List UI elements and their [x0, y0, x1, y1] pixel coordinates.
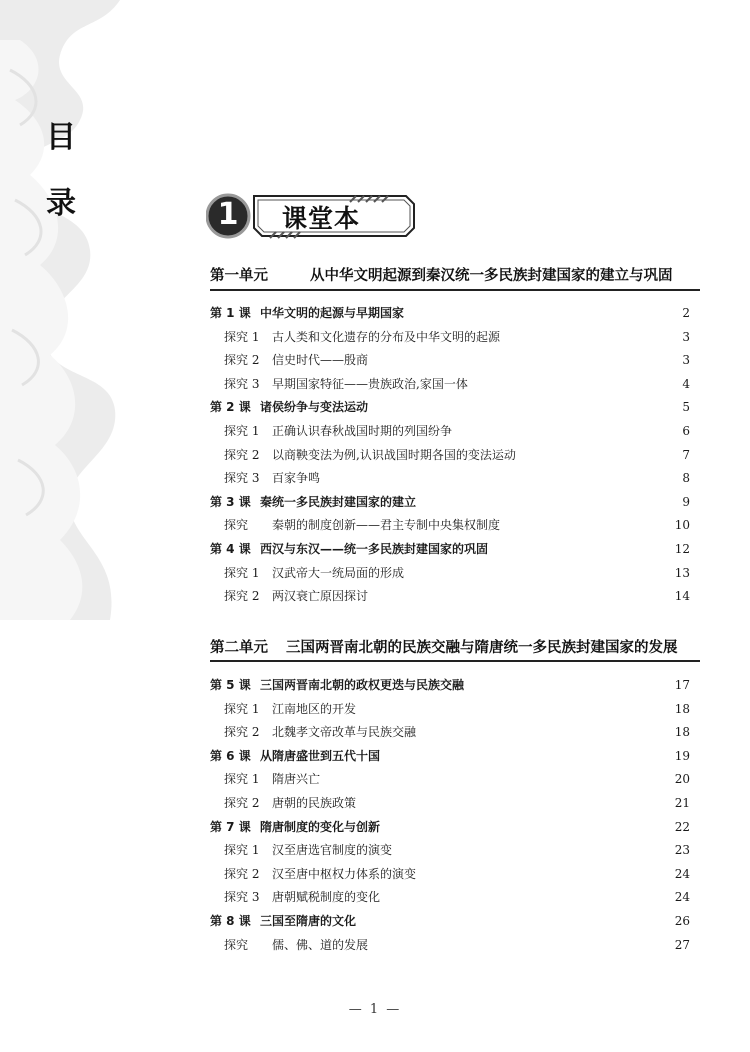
- sub-label: 探究 1: [224, 772, 260, 787]
- page-number: 10: [674, 518, 690, 533]
- toc-sub-entry[interactable]: [210, 698, 690, 722]
- page-number: 20: [674, 772, 690, 787]
- lesson-title: 从隋唐盛世到五代十国: [260, 748, 381, 763]
- unit-title: 从中华文明起源到秦汉统一多民族封建国家的建立与巩固: [310, 267, 673, 284]
- lesson-label: 第 1 课: [210, 306, 251, 320]
- page-number: 22: [674, 819, 690, 834]
- sub-title: 两汉衰亡原因探讨: [272, 589, 369, 604]
- badge-title: 课堂本: [282, 204, 361, 233]
- toc-list-unit-1: [210, 302, 690, 609]
- page-number: 3: [682, 353, 690, 368]
- unit-label: 第二单元: [210, 639, 268, 656]
- sub-label: 探究 1: [224, 329, 260, 344]
- lesson-title: 西汉与东汉——统一多民族封建国家的巩固: [260, 541, 489, 556]
- toc-lesson-entry[interactable]: [210, 396, 690, 420]
- sub-label: 探究 2: [224, 866, 260, 881]
- lesson-title: 秦统一多民族封建国家的建立: [260, 494, 417, 509]
- lesson-label: 第 6 课: [210, 748, 251, 763]
- toc-sub-entry[interactable]: [210, 934, 690, 958]
- sub-label: 探究 3: [224, 890, 260, 905]
- toc-list-unit-2: [210, 674, 690, 957]
- page-number: 26: [674, 913, 690, 928]
- sub-label: 探究 2: [224, 795, 260, 810]
- page-number: 18: [674, 725, 690, 740]
- lesson-label: 第 3 课: [210, 494, 251, 509]
- toc-lesson-entry[interactable]: [210, 302, 690, 326]
- page-number: 24: [674, 890, 690, 905]
- lesson-title: 三国至隋唐的文化: [260, 913, 357, 928]
- sub-title: 正确认识春秋战国时期的列国纷争: [272, 423, 453, 438]
- toc-sub-entry[interactable]: [210, 420, 690, 444]
- sub-title: 唐朝的民族政策: [272, 795, 357, 810]
- page-number: 19: [674, 748, 690, 763]
- sub-label: 探究 2: [224, 447, 260, 462]
- sub-label: 探究 3: [224, 471, 260, 486]
- page-number: 2: [682, 306, 690, 320]
- cloud-pattern-decoration: [0, 0, 150, 620]
- sub-title: 秦朝的制度创新——君主专制中央集权制度: [272, 518, 501, 533]
- sub-label: 探究 2: [224, 353, 260, 368]
- sub-title: 汉武帝大一统局面的形成: [272, 565, 405, 580]
- sub-label: 探究 1: [224, 423, 260, 438]
- lesson-title: 隋唐制度的变化与创新: [260, 819, 381, 834]
- page-number: 3: [682, 329, 690, 344]
- page-number: 5: [682, 400, 690, 415]
- unit-label: 第一单元: [210, 267, 268, 284]
- page-number: 27: [674, 937, 690, 952]
- sub-title: 百家争鸣: [272, 471, 321, 486]
- page-title-char-1: 目: [46, 120, 76, 155]
- sub-title: 早期国家特征——贵族政治,家国一体: [272, 376, 468, 391]
- toc-sub-entry[interactable]: [210, 514, 690, 538]
- toc-lesson-entry[interactable]: [210, 816, 690, 840]
- page-number: 8: [682, 471, 690, 486]
- unit-title: 三国两晋南北朝的民族交融与隋唐统一多民族封建国家的发展: [286, 639, 678, 656]
- sub-label: 探究 1: [224, 701, 260, 716]
- lesson-title: 三国两晋南北朝的政权更迭与民族交融: [260, 678, 465, 692]
- toc-sub-entry[interactable]: [210, 373, 690, 397]
- toc-sub-entry[interactable]: [210, 349, 690, 373]
- sub-label: 探究 2: [224, 725, 260, 740]
- lesson-title: 中华文明的起源与早期国家: [260, 306, 405, 320]
- sub-label: 探究 2: [224, 589, 260, 604]
- lesson-label: 第 2 课: [210, 400, 251, 415]
- page-number: 13: [674, 565, 690, 580]
- page-number: 14: [674, 589, 690, 604]
- toc-lesson-entry[interactable]: [210, 491, 690, 515]
- sub-label: 探究: [224, 937, 249, 952]
- toc-sub-entry[interactable]: [210, 768, 690, 792]
- sub-title: 北魏孝文帝改革与民族交融: [272, 725, 417, 740]
- sub-title: 古人类和文化遗存的分布及中华文明的起源: [272, 329, 501, 344]
- toc-sub-entry[interactable]: [210, 886, 690, 910]
- unit-heading: [210, 636, 700, 657]
- sub-title: 以商鞅变法为例,认识战国时期各国的变法运动: [272, 447, 516, 462]
- page-footer: — 1 —: [348, 1002, 402, 1017]
- toc-sub-entry[interactable]: [210, 721, 690, 745]
- sub-title: 唐朝赋税制度的变化: [272, 890, 381, 905]
- page-number: 17: [674, 678, 690, 692]
- sub-title: 江南地区的开发: [272, 701, 357, 716]
- sub-title: 汉至唐选官制度的演变: [272, 843, 393, 858]
- unit-rule: [210, 660, 700, 662]
- lesson-label: 第 8 课: [210, 913, 251, 928]
- toc-sub-entry[interactable]: [210, 562, 690, 586]
- lesson-label: 第 5 课: [210, 678, 251, 692]
- lesson-label: 第 7 课: [210, 819, 251, 834]
- page-number: 7: [682, 447, 690, 462]
- toc-sub-entry[interactable]: [210, 444, 690, 468]
- unit-heading: [210, 264, 700, 285]
- toc-sub-entry[interactable]: [210, 326, 690, 350]
- unit-rule: [210, 289, 700, 291]
- page-number: 24: [674, 866, 690, 881]
- toc-lesson-entry[interactable]: [210, 745, 690, 769]
- sub-title: 儒、佛、道的发展: [272, 937, 369, 952]
- toc-lesson-entry[interactable]: [210, 910, 690, 934]
- page-number: 6: [682, 423, 690, 438]
- lesson-title: 诸侯纷争与变法运动: [260, 400, 369, 415]
- sub-label: 探究 3: [224, 376, 260, 391]
- lesson-label: 第 4 课: [210, 541, 251, 556]
- toc-sub-entry[interactable]: [210, 863, 690, 887]
- badge-number: 1: [217, 197, 239, 232]
- page-number: 9: [682, 494, 690, 509]
- page-number: 21: [674, 795, 690, 810]
- toc-sub-entry[interactable]: [210, 467, 690, 491]
- toc-sub-entry[interactable]: [210, 585, 690, 609]
- page-number: 12: [674, 541, 690, 556]
- sub-title: 汉至唐中枢权力体系的演变: [272, 866, 417, 881]
- toc-lesson-entry[interactable]: [210, 538, 690, 562]
- sub-label: 探究 1: [224, 565, 260, 580]
- toc-sub-entry[interactable]: [210, 792, 690, 816]
- toc-sub-entry[interactable]: [210, 839, 690, 863]
- page-number: 23: [674, 843, 690, 858]
- page-number: 18: [674, 701, 690, 716]
- sub-label: 探究: [224, 518, 249, 533]
- page-title-char-2: 录: [46, 186, 76, 221]
- toc-lesson-entry[interactable]: [210, 674, 690, 698]
- page-number: 4: [682, 376, 690, 391]
- sub-label: 探究 1: [224, 843, 260, 858]
- sub-title: 信史时代——殷商: [272, 353, 369, 368]
- sub-title: 隋唐兴亡: [272, 772, 321, 787]
